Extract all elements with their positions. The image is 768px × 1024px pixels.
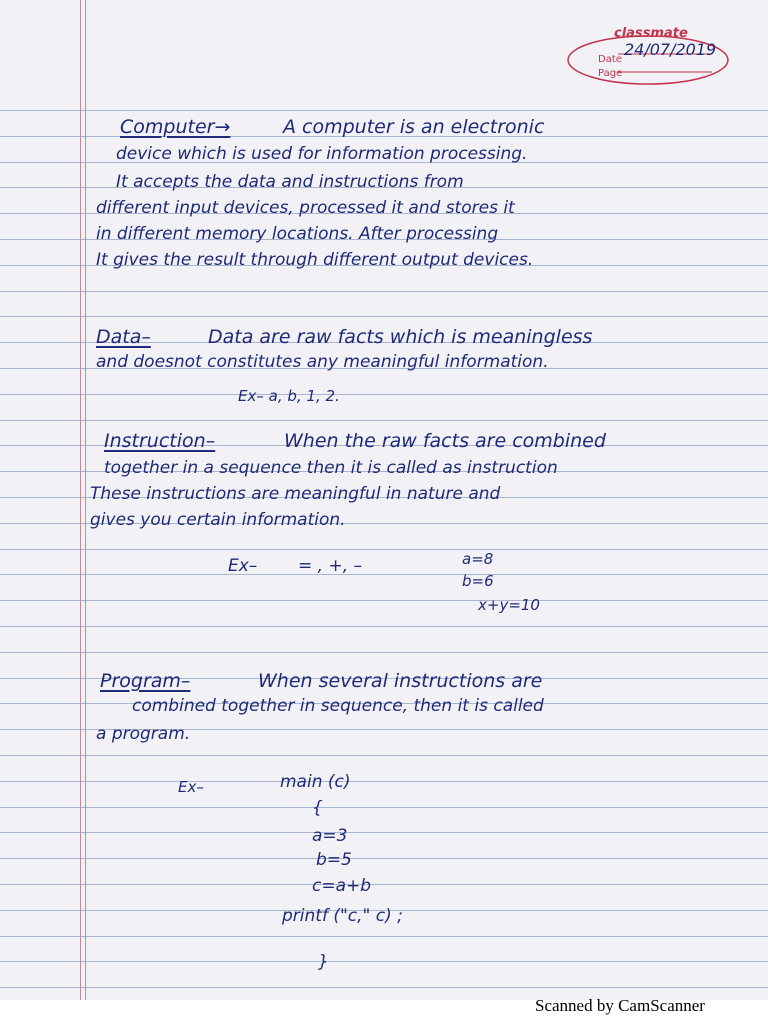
instruction-example-ops: = , +, –	[298, 556, 363, 576]
instruction-line: gives you certain information.	[90, 510, 346, 530]
ruled-line	[0, 781, 768, 782]
computer-line: in different memory locations. After processing	[96, 224, 499, 244]
data-line: Data are raw facts which is meaningless	[208, 326, 593, 348]
ruled-line	[0, 626, 768, 627]
instruction-line: These instructions are meaningful in nature and	[90, 484, 501, 504]
brand-logo: classmate	[614, 26, 688, 41]
date-value: 24/07/2019	[624, 40, 717, 59]
page-label: Page	[598, 68, 623, 79]
instruction-example-label: Ex–	[228, 556, 258, 576]
program-line: a program.	[96, 724, 191, 744]
ruled-line	[0, 291, 768, 292]
program-line: combined together in sequence, then it is called	[132, 696, 544, 716]
program-code-line: a=3	[312, 826, 348, 846]
computer-line: A computer is an electronic	[283, 116, 545, 138]
ruled-line	[0, 961, 768, 962]
computer-line: It accepts the data and instructions from	[116, 172, 464, 192]
ruled-line	[0, 807, 768, 808]
ruled-line	[0, 316, 768, 317]
program-line: When several instructions are	[258, 670, 543, 692]
program-code-line: }	[318, 952, 329, 972]
date-label: Date	[598, 54, 622, 65]
instruction-line: together in a sequence then it is called as instruction	[104, 458, 558, 478]
computer-line: different input devices, processed it and stores it	[96, 198, 515, 218]
ruled-line	[0, 600, 768, 601]
margin-line	[80, 0, 81, 1000]
program-code-line: main (c)	[280, 772, 351, 792]
computer-line: It gives the result through different output devices.	[96, 250, 534, 270]
ruled-line	[0, 549, 768, 550]
data-example: Ex– a, b, 1, 2.	[238, 387, 340, 405]
instruction-example-code: b=6	[462, 572, 494, 590]
instruction-example-code: a=8	[462, 550, 494, 568]
ruled-line	[0, 755, 768, 756]
ruled-line	[0, 110, 768, 111]
instruction-line: When the raw facts are combined	[284, 430, 606, 452]
program-code-line: {	[312, 798, 323, 818]
ruled-line	[0, 574, 768, 575]
data-heading: Data–	[96, 326, 151, 348]
program-example-label: Ex–	[178, 778, 204, 796]
ruled-line	[0, 858, 768, 859]
instruction-heading: Instruction–	[104, 430, 216, 452]
ruled-line	[0, 987, 768, 988]
program-code-line: b=5	[316, 850, 352, 870]
computer-heading: Computer→	[120, 116, 231, 138]
program-code-line: c=a+b	[312, 876, 372, 896]
program-heading: Program–	[100, 670, 191, 692]
ruled-line	[0, 832, 768, 833]
ruled-line	[0, 394, 768, 395]
ruled-line	[0, 936, 768, 937]
ruled-line	[0, 652, 768, 653]
program-code-line: printf ("c," c) ;	[282, 906, 403, 926]
instruction-example-code: x+y=10	[478, 596, 540, 614]
computer-line: device which is used for information processing.	[116, 144, 528, 164]
ruled-line	[0, 884, 768, 885]
margin-line-inner	[85, 0, 86, 1000]
ruled-line	[0, 420, 768, 421]
data-line: and doesnot constitutes any meaningful information.	[96, 352, 549, 372]
scanner-watermark: Scanned by CamScanner	[535, 996, 705, 1015]
